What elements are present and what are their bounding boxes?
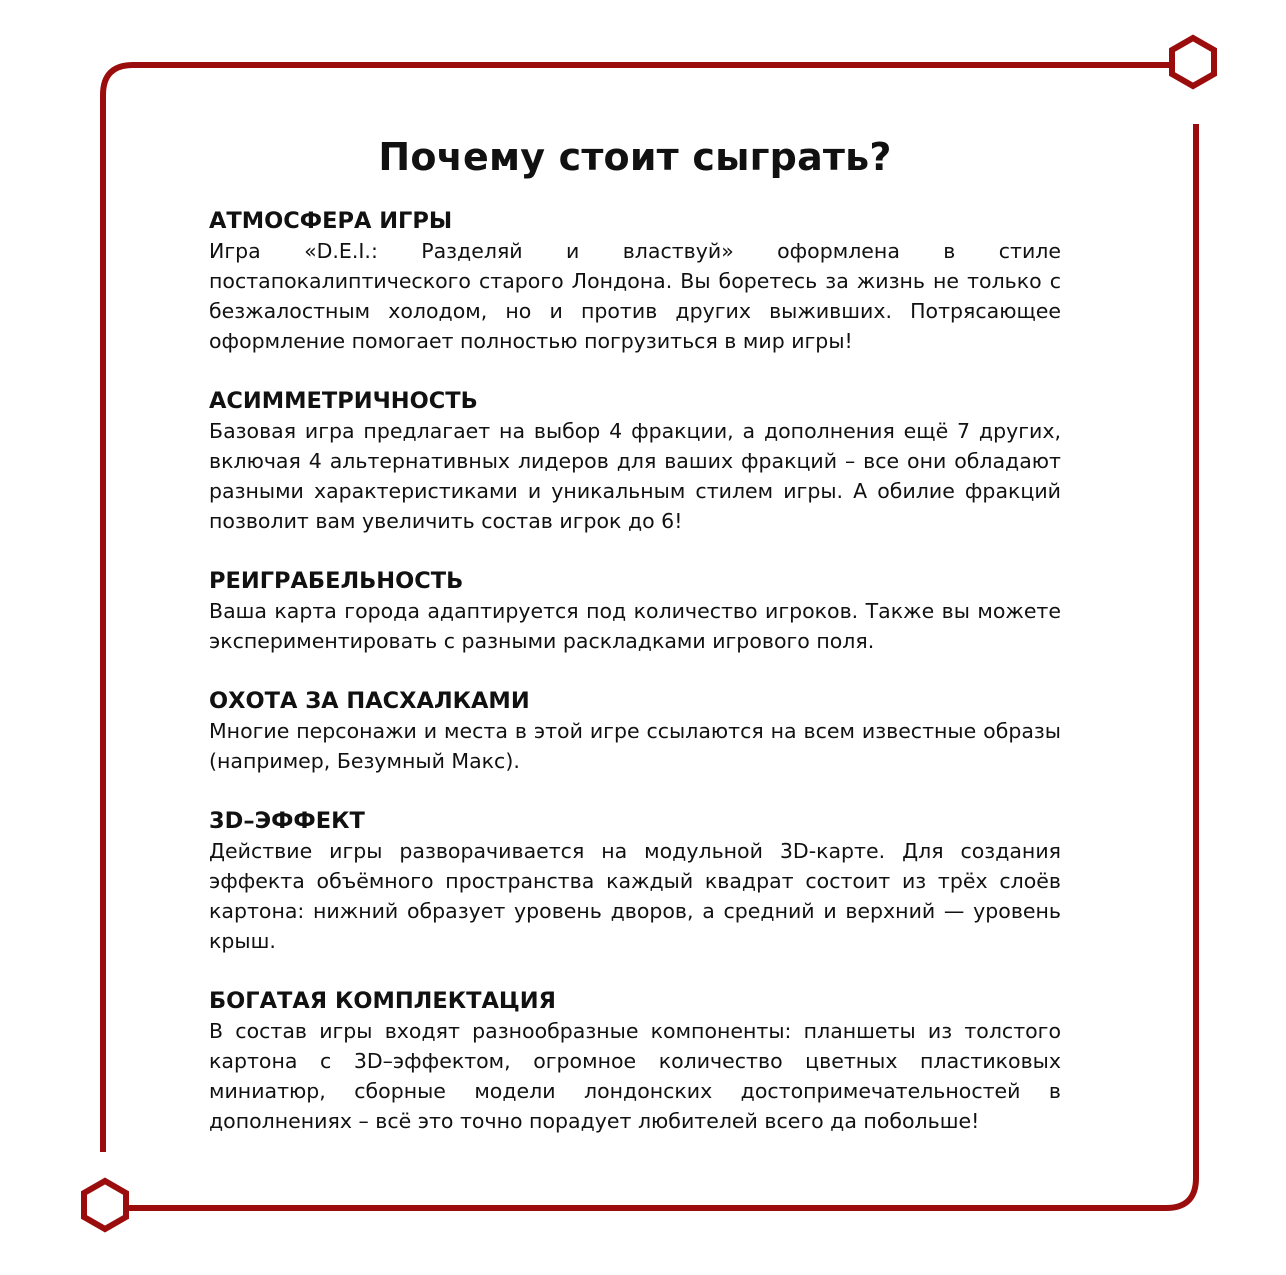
section-heading: РЕИГРАБЕЛЬНОСТЬ [209, 568, 464, 594]
section-replayability [209, 566, 1061, 656]
section-asymmetry [209, 386, 1061, 536]
section-heading: ОХОТА ЗА ПАСХАЛКАМИ [209, 688, 530, 714]
section-atmosphere [209, 206, 1061, 356]
section-heading: 3D–ЭФФЕКТ [209, 808, 365, 834]
section-body: Игра «D.E.I.: Разделяй и властвуй» оформлена в стиле постапокалиптического старого Лондона. Вы боретесь за жизнь не только с безжалостным холодом, но и против других выживших. Потрясающее оформление помогает полностью погрузиться в мир игры! [209, 239, 1061, 353]
section-heading: АСИММЕТРИЧНОСТЬ [209, 388, 478, 414]
hexagon-logo-icon [1172, 38, 1214, 86]
page-title: Почему стоит сыграть? [378, 135, 892, 179]
content-area [209, 132, 1061, 1166]
section-body: Ваша карта города адаптируется под количество игроков. Также вы можете экспериментировать с разными раскладками игрового поля. [209, 599, 1061, 653]
hexagon-logo-icon [84, 1181, 126, 1229]
section-body: Действие игры разворачивается на модульной 3D-карте. Для создания эффекта объёмного пространства каждый квадрат состоит из трёх слоёв картона: нижний образует уровень дворов, а средний и верхний — уровень крыш. [209, 839, 1061, 953]
section-heading: БОГАТАЯ КОМПЛЕКТАЦИЯ [209, 988, 556, 1014]
section-heading: АТМОСФЕРА ИГРЫ [209, 208, 453, 234]
section-easter-eggs [209, 686, 1061, 776]
section-3d-effect [209, 806, 1061, 956]
section-body: Базовая игра предлагает на выбор 4 фракции, а дополнения ещё 7 других, включая 4 альтернативных лидеров для ваших фракций – все они обладают разными характеристиками и уникальным стилем игры. А обилие фракций позволит вам увеличить состав игрок до 6! [209, 419, 1061, 533]
section-body: Многие персонажи и места в этой игре ссылаются на всем известные образы (например, Безумный Макс). [209, 719, 1061, 773]
section-rich-contents [209, 986, 1061, 1136]
section-body: В состав игры входят разнообразные компоненты: планшеты из толстого картона с 3D–эффектом, огромное количество цветных пластиковых миниатюр, сборные модели лондонских достопримечательностей в дополнениях – всё это точно порадует любителей всего да побольше! [209, 1019, 1061, 1133]
